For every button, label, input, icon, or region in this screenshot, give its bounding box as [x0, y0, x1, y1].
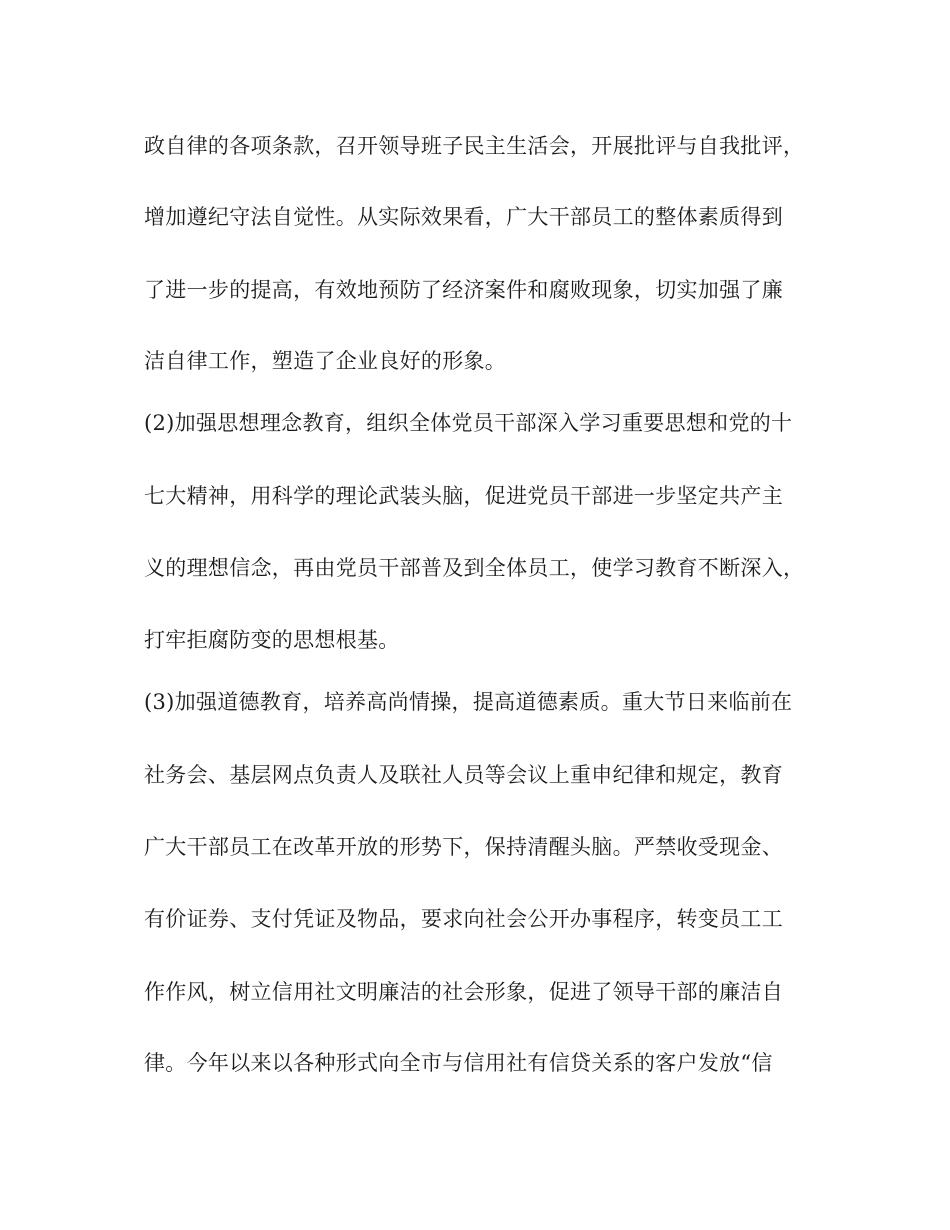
text-line: 洁自律工作，塑造了企业良好的形象。	[144, 349, 507, 373]
text-line: 政自律的各项条款，召开领导班子民主生活会，开展批评与自我批评，	[144, 134, 805, 158]
text-line: 增加遵纪守法自觉性。从实际效果看，广大干部员工的整体素质得到	[144, 205, 783, 229]
text-line: (3)加强道德教育，培养高尚情操，提高道德素质。重大节日来临前在	[144, 690, 793, 714]
text-line: 义的理想信念，再由党员干部普及到全体员工，使学习教育不断深入，	[144, 556, 805, 580]
text-line: 了进一步的提高，有效地预防了经济案件和腐败现象，切实加强了廉	[144, 278, 783, 302]
text-line: 作作风，树立信用社文明廉洁的社会形象，促进了领导干部的廉洁自	[144, 980, 783, 1004]
text-line: 七大精神，用科学的理论武装头脑，促进党员干部进一步坚定共产主	[144, 484, 783, 508]
text-line: 律。今年以来以各种形式向全市与信用社有信贷关系的客户发放“信	[144, 1051, 773, 1075]
text-line: 有价证券、支付凭证及物品，要求向社会公开办事程序，转变员工工	[144, 907, 783, 931]
text-line: 广大干部员工在改革开放的形势下，保持清醒头脑。严禁收受现金、	[144, 835, 783, 859]
text-line: 打牢拒腐防变的思想根基。	[144, 628, 400, 652]
text-line: (2)加强思想理念教育，组织全体党员干部深入学习重要思想和党的十	[144, 411, 793, 435]
text-line: 社务会、基层网点负责人及联社人员等会议上重申纪律和规定，教育	[144, 763, 783, 787]
